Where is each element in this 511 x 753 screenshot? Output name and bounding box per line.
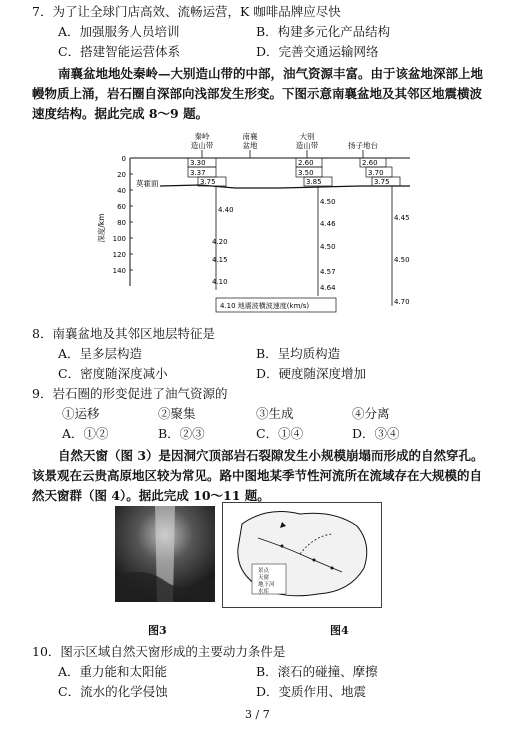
- figure3-caption: 图3: [148, 624, 167, 637]
- q10-stem: 10．图示区域自然天窗形成的主要动力条件是: [32, 644, 286, 659]
- svg-text:3.75: 3.75: [200, 178, 216, 186]
- moho-line: [160, 185, 410, 188]
- figure3-photo: [115, 506, 215, 602]
- region-label-qinling-1: 秦岭: [194, 132, 210, 141]
- region-label-nanxiang-2: 盆地: [242, 141, 258, 150]
- velocity-legend-text: 4.10 地震波横波速度(km/s): [220, 302, 310, 310]
- svg-text:4.20: 4.20: [212, 238, 228, 246]
- passage1-line3: 速度结构。据此完成 8～9 题。: [32, 106, 209, 121]
- q10-option-b: B．滚石的碰撞、摩擦: [256, 664, 378, 679]
- q10-option-a: A．重力能和太阳能: [58, 664, 168, 679]
- figure4-caption: 图4: [330, 624, 349, 637]
- region-label-nanxiang-1: 南襄: [242, 132, 258, 141]
- column-qinling: [188, 158, 234, 290]
- svg-text:3.85: 3.85: [306, 178, 322, 186]
- column-dabie: [296, 158, 336, 296]
- y-tick-20: 20: [117, 171, 126, 179]
- moho-label: 莫霍面: [136, 179, 159, 188]
- q9-option-d: D．③④: [352, 426, 400, 441]
- svg-text:2.60: 2.60: [298, 159, 314, 167]
- map-legend: [252, 564, 286, 595]
- svg-text:3.50: 3.50: [298, 169, 314, 177]
- q7-option-a: A．加强服务人员培训: [58, 24, 180, 39]
- svg-text:水库: 水库: [258, 589, 270, 595]
- y-tick-60: 60: [117, 203, 126, 211]
- q8-option-b: B．呈均质构造: [256, 346, 341, 361]
- q7-stem: 7．为了让全球门店高效、流畅运营，K 咖啡品牌应尽快: [32, 4, 341, 19]
- q8-option-d: D．硬度随深度增加: [256, 366, 367, 381]
- svg-text:4.15: 4.15: [212, 256, 228, 264]
- svg-text:地下河: 地下河: [258, 582, 275, 588]
- q9-item-3: ③生成: [256, 406, 294, 421]
- passage1-line2: 幔物质上涌，岩石圈自深部向浅部发生形变。下图示意南襄盆地及其邻区地震横波: [32, 86, 483, 101]
- q8-option-a: A．呈多层构造: [58, 346, 143, 361]
- svg-text:4.50: 4.50: [394, 256, 410, 264]
- q9-item-4: ④分离: [352, 406, 390, 421]
- q9-option-b: B．②③: [158, 426, 205, 441]
- region-label-dabie-1: 大别: [299, 132, 315, 141]
- q9-item-2: ②聚集: [158, 406, 196, 421]
- column-yangzi: [360, 158, 410, 306]
- svg-text:4.57: 4.57: [320, 268, 336, 276]
- svg-text:4.45: 4.45: [394, 214, 410, 222]
- svg-text:3.70: 3.70: [368, 169, 384, 177]
- svg-text:景点: 景点: [258, 568, 270, 574]
- q9-item-1: ①运移: [62, 406, 100, 421]
- q9-option-c: C．①④: [256, 426, 304, 441]
- q9-stem: 9．岩石圈的形变促进了油气资源的: [32, 386, 228, 401]
- passage1-line1: 南襄盆地地处秦岭—大别造山带的中部，油气资源丰富。由于该盆地深部上地: [58, 66, 484, 81]
- q10-option-d: D．变质作用、地震: [256, 684, 367, 699]
- passage2-line3: 然天窗群（图 4）。据此完成 10～11 题。: [32, 488, 270, 503]
- y-tick-0: 0: [121, 155, 126, 163]
- region-label-yangzi: 扬子地台: [348, 141, 378, 150]
- svg-text:3.37: 3.37: [190, 169, 206, 177]
- passage2-line1: 自然天窗（图 3）是因洞穴顶部岩石裂隙发生小规模崩塌而形成的自然穿孔。: [58, 448, 484, 463]
- y-tick-40: 40: [117, 187, 126, 195]
- y-tick-120: 120: [112, 251, 126, 259]
- svg-text:4.46: 4.46: [320, 220, 336, 228]
- q7-option-b: B．构建多元化产品结构: [256, 24, 391, 39]
- svg-text:3.75: 3.75: [374, 178, 390, 186]
- q7-option-c: C．搭建智能运营体系: [58, 44, 181, 59]
- y-tick-80: 80: [117, 219, 126, 227]
- passage2-line2: 该景观在云贵高原地区较为常见。路中图地某季节性河流所在流域存在大规模的自: [32, 468, 483, 483]
- y-tick-100: 100: [112, 235, 126, 243]
- page-number: 3 / 7: [245, 708, 270, 721]
- seismic-velocity-figure: [60, 128, 480, 323]
- svg-text:天窗: 天窗: [258, 575, 270, 581]
- svg-text:4.50: 4.50: [320, 198, 336, 206]
- svg-text:4.70: 4.70: [394, 298, 410, 306]
- svg-text:3.30: 3.30: [190, 159, 206, 167]
- q9-option-a: A．①②: [62, 426, 109, 441]
- svg-text:4.40: 4.40: [218, 206, 234, 214]
- q10-option-c: C．流水的化学侵蚀: [58, 684, 168, 699]
- q8-option-c: C．密度随深度减小: [58, 366, 168, 381]
- region-label-qinling-2: 造山带: [190, 141, 214, 150]
- svg-text:4.50: 4.50: [320, 243, 336, 251]
- region-label-dabie-2: 造山带: [295, 141, 319, 150]
- svg-text:2.60: 2.60: [362, 159, 378, 167]
- q8-stem: 8．南襄盆地及其邻区地层特征是: [32, 326, 215, 341]
- svg-text:4.10: 4.10: [212, 278, 228, 286]
- figure4-map: [222, 502, 382, 608]
- svg-text:4.64: 4.64: [320, 284, 336, 292]
- y-tick-140: 140: [112, 267, 126, 275]
- q7-option-d: D．完善交通运输网络: [256, 44, 379, 59]
- y-axis-label: 深度/km: [97, 213, 106, 243]
